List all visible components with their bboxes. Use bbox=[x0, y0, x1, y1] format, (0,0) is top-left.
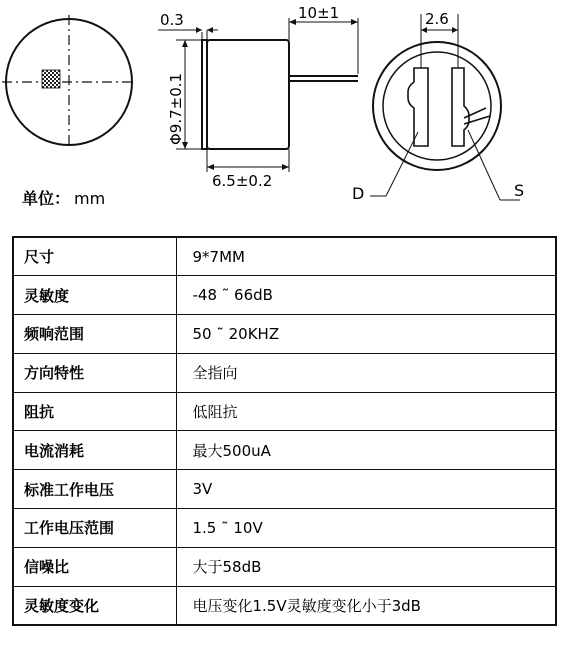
spec-value: 最大500uA bbox=[176, 431, 556, 470]
dim-lead-length-label: 10±1 bbox=[298, 4, 340, 22]
front-view bbox=[2, 15, 136, 149]
unit-label bbox=[22, 186, 105, 209]
label-d: D bbox=[352, 184, 365, 203]
spec-value: 1.5 ˜ 10V bbox=[176, 509, 556, 548]
dim-pin-pitch-label: 2.6 bbox=[425, 10, 449, 28]
spec-key: 频响范围 bbox=[13, 315, 176, 354]
spec-value: 50 ˜ 20KHZ bbox=[176, 315, 556, 354]
spec-value: 电压变化1.5V灵敏度变化小于3dB bbox=[176, 586, 556, 625]
table-row bbox=[13, 509, 556, 548]
rear-view-outer-ring bbox=[373, 42, 501, 170]
spec-key: 信噪比 bbox=[13, 547, 176, 586]
spec-value: 大于58dB bbox=[176, 547, 556, 586]
terminal-s bbox=[452, 68, 469, 146]
spec-key: 阻抗 bbox=[13, 392, 176, 431]
spec-value: 全指向 bbox=[176, 353, 556, 392]
spec-key: 电流消耗 bbox=[13, 431, 176, 470]
spec-value: 3V bbox=[176, 470, 556, 509]
spec-key: 尺寸 bbox=[13, 237, 176, 276]
spec-key: 灵敏度 bbox=[13, 276, 176, 315]
rear-view bbox=[352, 10, 524, 203]
acoustic-mesh-patch bbox=[42, 70, 60, 88]
table-row bbox=[13, 315, 556, 354]
label-s: S bbox=[514, 181, 525, 200]
spec-value: 低阻抗 bbox=[176, 392, 556, 431]
table-row bbox=[13, 353, 556, 392]
table-row bbox=[13, 547, 556, 586]
side-view-body bbox=[207, 40, 289, 149]
dim-lead-length-annotation bbox=[289, 4, 358, 74]
dim-diameter-label: Φ9.7±0.1 bbox=[167, 72, 185, 145]
unit-value: mm bbox=[74, 189, 106, 208]
spec-value: -48 ˜ 66dB bbox=[176, 276, 556, 315]
side-view bbox=[202, 40, 358, 149]
spec-key: 灵敏度变化 bbox=[13, 586, 176, 625]
table-row bbox=[13, 276, 556, 315]
spec-key: 标准工作电压 bbox=[13, 470, 176, 509]
spec-key: 方向特性 bbox=[13, 353, 176, 392]
dim-thickness-label: 0.3 bbox=[160, 11, 184, 29]
unit-label-text: 单位： bbox=[22, 189, 71, 208]
dim-height-label: 6.5±0.2 bbox=[212, 172, 273, 190]
dim-height-annotation bbox=[207, 149, 289, 190]
spec-value: 9*7MM bbox=[176, 237, 556, 276]
terminal-d bbox=[408, 68, 428, 146]
spec-table bbox=[12, 236, 557, 626]
table-row bbox=[13, 586, 556, 625]
table-row bbox=[13, 431, 556, 470]
spec-key: 工作电压范围 bbox=[13, 509, 176, 548]
table-row bbox=[13, 237, 556, 276]
dim-diameter-annotation bbox=[167, 40, 202, 149]
table-row bbox=[13, 470, 556, 509]
dim-thickness-annotation bbox=[158, 11, 218, 40]
table-row bbox=[13, 392, 556, 431]
